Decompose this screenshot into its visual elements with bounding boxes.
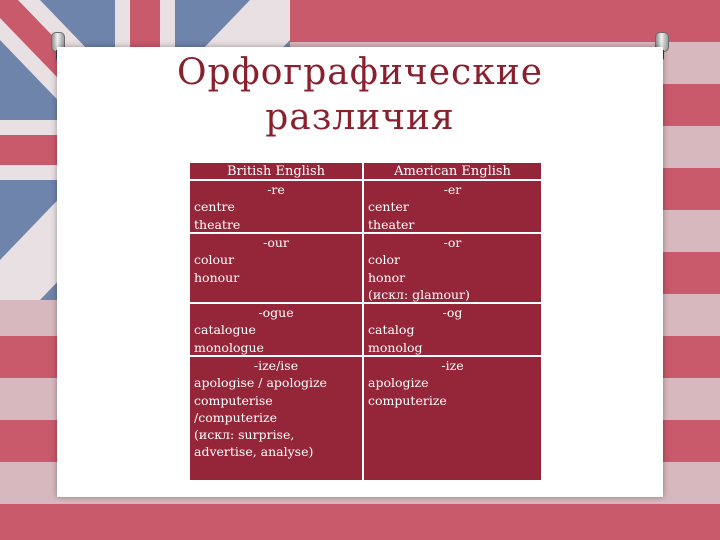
table-cell-british-ize	[190, 357, 362, 480]
word: (искл: glamour)	[368, 286, 470, 302]
word: theatre	[194, 216, 241, 232]
table-cell-british-re	[190, 181, 362, 232]
word: catalog	[368, 322, 415, 338]
title-line-1: Орфографические	[176, 52, 544, 93]
word: (искл: surprise,	[194, 427, 295, 443]
word: center	[368, 199, 409, 215]
word: monologue	[194, 339, 264, 355]
word: computerise	[194, 392, 273, 408]
slide-title	[0, 50, 720, 140]
word: honour	[194, 269, 240, 285]
spelling-table	[190, 163, 541, 480]
suffix-label: -our	[263, 235, 289, 250]
suffix-label: -ize/ise	[253, 358, 299, 373]
word: apologise / apologize	[194, 375, 327, 391]
suffix-label: -er	[443, 182, 462, 197]
word: honor	[368, 269, 406, 285]
table-cell-american-or	[364, 234, 541, 302]
table-cell-american-er	[364, 181, 541, 232]
word: computerize	[368, 392, 447, 408]
word: monolog	[368, 339, 423, 355]
word: colour	[194, 252, 235, 268]
word: catalogue	[194, 322, 256, 338]
suffix-label: -re	[267, 182, 285, 197]
suffix-label: -ogue	[258, 305, 294, 320]
suffix-label: -or	[443, 235, 462, 250]
table-cell-american-ize	[364, 357, 541, 480]
suffix-label: -og	[442, 305, 463, 320]
title-line-2: различия	[265, 97, 455, 138]
word: advertise, analyse)	[194, 444, 314, 460]
table-cell-british-our	[190, 234, 362, 302]
word: apologize	[368, 375, 429, 391]
table-cell-american-og	[364, 304, 541, 355]
word: color	[368, 252, 401, 268]
header-american: American English	[364, 163, 541, 179]
word: theater	[368, 216, 415, 232]
word: centre	[194, 199, 235, 215]
suffix-label: -ize	[441, 358, 464, 373]
word: /computerize	[194, 409, 278, 425]
table-cell-british-ogue	[190, 304, 362, 355]
header-british: British English	[190, 163, 362, 179]
